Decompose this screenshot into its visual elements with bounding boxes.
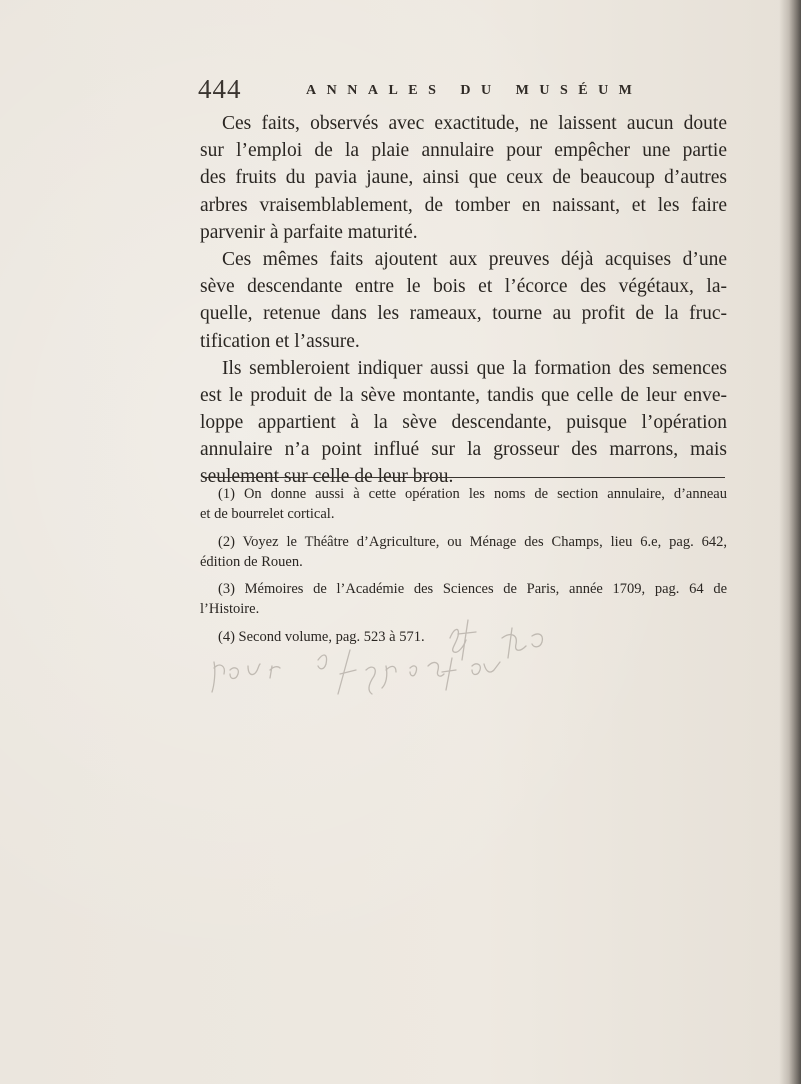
text-line: arbres vraisemblablement, de tomber en naissant, et les faire [200,194,727,216]
footnote-line: (4) Second volume, pag. 523 à 571. [218,628,425,645]
text-line: sur l’emploi de la plaie annulaire pour empêcher une partie [200,140,727,162]
running-title: ANNALES DU MUSÉUM [306,83,643,98]
text-line: Ils sembleroient indiquer aussi que la formation des semences [222,357,727,379]
text-line: tification et l’assure. [200,330,360,352]
footnote-line: (1) On donne aussi à cette opération les noms de section annulaire, d’anneau [218,486,727,502]
page-binding-shadow [779,0,801,1084]
text-line: quelle, retenue dans les rameaux, tourne au profit de la fruc- [200,303,727,325]
text-line: des fruits du pavia jaune, ainsi que ceux de beaucoup d’autres [200,167,727,189]
footnote-line: (2) Voyez le Théâtre d’Agriculture, ou Ménage des Champs, lieu 6.e, pag. 642, [218,533,727,550]
text-line: loppe appartient à la sève descendante, puisque l’opération [200,412,727,434]
text-line: Ces faits, observés avec exactitude, ne laissent aucun doute [222,113,727,134]
text-line: seulement sur celle de leur brou. [200,466,454,488]
text-line: Ces mêmes faits ajoutent aux preuves déjà acquises d’une [222,248,727,270]
body-text [200,110,727,491]
page-number: 444 [198,74,242,104]
footnote-line: l’Histoire. [200,601,260,618]
text-line: parvenir à parfaite maturité. [200,221,418,243]
footnote-divider [203,477,725,478]
text-line: sève descendante entre le bois et l’écorce des végétaux, la- [200,276,727,298]
footnote-line: et de bourrelet cortical. [200,506,335,523]
text-line: annulaire n’a point influé sur la grosseur des marrons, mais [200,439,727,461]
text-line: est le produit de la sève montante, tandis que celle de leur enve- [200,384,727,406]
footnote-line: édition de Rouen. [200,553,303,570]
running-head [198,74,728,108]
footnote-line: (3) Mémoires de l’Académie des Sciences de Paris, année 1709, pag. 64 de [218,581,727,598]
handwritten-annotation [200,608,580,698]
